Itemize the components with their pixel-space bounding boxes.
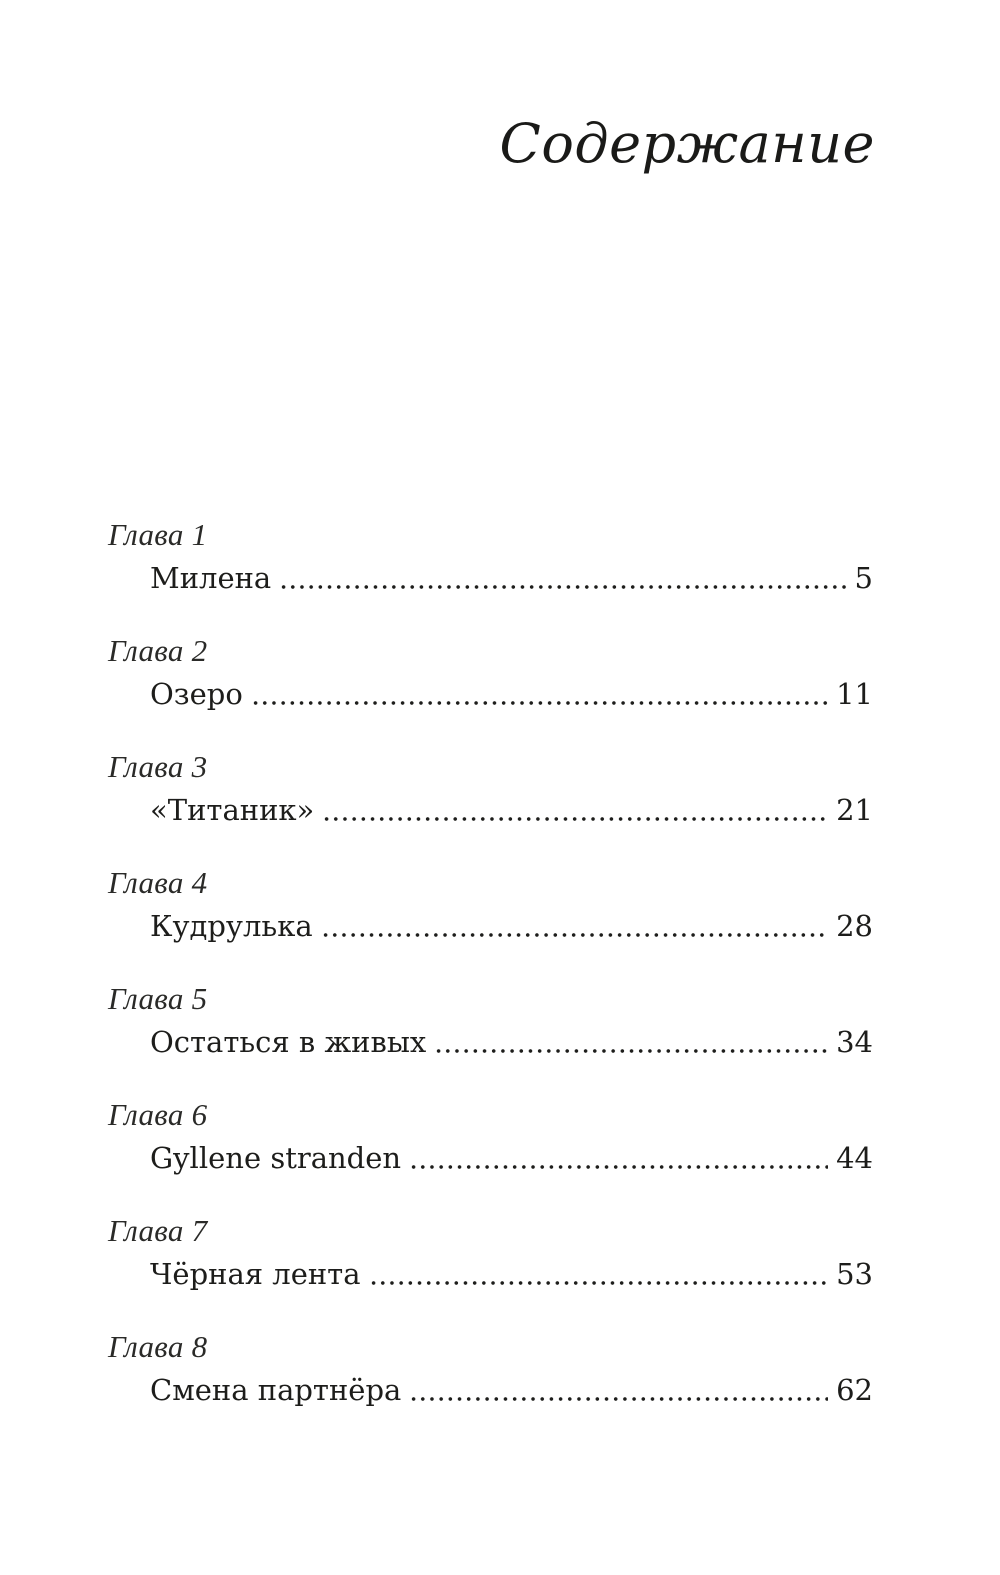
chapter-title: Озеро: [150, 677, 243, 711]
dot-leader: [409, 1164, 828, 1170]
page-number: 62: [836, 1373, 873, 1407]
page-number: 11: [836, 677, 873, 711]
chapter-title: Смена партнёра: [150, 1373, 402, 1407]
chapter-line: [150, 1253, 873, 1295]
chapter-label: Глава 8: [108, 1329, 208, 1364]
page-number: 28: [836, 909, 873, 943]
chapter-line: [150, 789, 873, 831]
page-number: 34: [836, 1025, 873, 1059]
dot-leader: [369, 1280, 829, 1286]
page-number: 53: [836, 1257, 873, 1291]
chapter-label: Глава 5: [108, 981, 208, 1016]
toc-entry: [108, 863, 873, 971]
page-number: 21: [836, 793, 873, 827]
chapter-label: Глава 6: [108, 1097, 208, 1132]
chapter-label: Глава 4: [108, 865, 208, 900]
chapter-line: [150, 1021, 873, 1063]
chapter-title: «Титаник»: [150, 793, 315, 827]
chapter-line: [150, 905, 873, 947]
chapter-title: Gyllene stranden: [150, 1141, 402, 1175]
toc-heading: Содержание: [499, 112, 875, 175]
chapter-line: [150, 1137, 873, 1179]
chapter-label: Глава 1: [108, 517, 208, 552]
page-number: 5: [854, 561, 873, 595]
dot-leader: [322, 816, 828, 822]
chapter-label: Глава 7: [108, 1213, 208, 1248]
chapter-title: Остаться в живых: [150, 1025, 427, 1059]
chapter-title: Кудрулька: [150, 909, 313, 943]
dot-leader: [434, 1048, 828, 1054]
chapter-title: Милена: [150, 561, 272, 595]
dot-leader: [321, 932, 828, 938]
toc-entry: [108, 1095, 873, 1203]
dot-leader: [251, 700, 828, 706]
page-number: 44: [836, 1141, 873, 1175]
toc-entry: [108, 631, 873, 739]
chapter-line: [150, 1369, 873, 1411]
toc-entry: [108, 1327, 873, 1435]
toc-entry: [108, 747, 873, 855]
toc-entry: [108, 979, 873, 1087]
chapter-line: [150, 557, 873, 599]
chapter-label: Глава 2: [108, 633, 208, 668]
chapter-line: [150, 673, 873, 715]
dot-leader: [279, 584, 846, 590]
toc-entry: [108, 1211, 873, 1319]
chapter-title: Чёрная лента: [150, 1257, 361, 1291]
table-of-contents: [108, 515, 873, 1443]
toc-entry: [108, 515, 873, 623]
chapter-label: Глава 3: [108, 749, 208, 784]
dot-leader: [409, 1396, 828, 1402]
